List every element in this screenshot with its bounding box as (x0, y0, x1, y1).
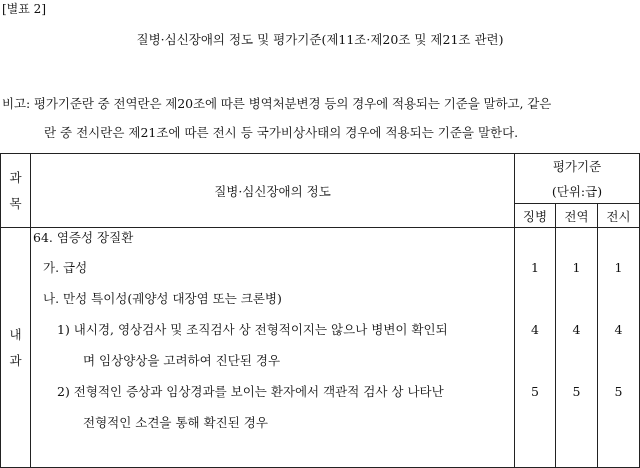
item-chronic-2-line-2: 전형적인 소견을 통해 확진된 경우 (83, 415, 268, 430)
grade-discharge-chronic-1: 4 (572, 322, 581, 337)
grades-discharge (556, 228, 598, 468)
grade-wartime-chronic-1: 4 (614, 322, 623, 337)
note-line-2: 란 중 전시란은 제21조에 따른 전시 등 국가비상사태의 경우에 적용되는 기준을 말한다. (44, 125, 519, 140)
document-title: 질병·심신장애의 정도 및 평가기준(제11조·제20조 및 제21조 관련) (136, 32, 504, 47)
note-line-1: 비고: 평가기준란 중 전역란은 제20조에 따른 병역처분변경 등의 경우에 적용되는 기준을 말하고, 같은 (2, 96, 552, 111)
grade-wartime-acute: 1 (614, 260, 623, 275)
grade-discharge-chronic-2: 5 (572, 384, 581, 399)
item-chronic-1-line-2: 며 임상양상을 고려하여 진단된 경우 (83, 353, 281, 368)
table-body-row (1, 228, 640, 468)
header-description: 질병·심신장애의 정도 (31, 154, 515, 228)
criteria-table (0, 153, 640, 468)
header-conscription: 징병 (515, 204, 556, 228)
header-eval-title: 평가기준 (552, 158, 602, 174)
header-subject (1, 154, 31, 228)
item-acute: 가. 급성 (43, 260, 88, 275)
body-subject-char-1: 내 (9, 326, 22, 342)
grade-conscription-chronic-1: 4 (531, 322, 539, 337)
grades-conscription (515, 228, 556, 468)
item-heading: 64. 염증성 장질환 (33, 230, 134, 245)
header-evaluation (515, 154, 640, 204)
grade-discharge-acute: 1 (572, 260, 581, 275)
header-discharge: 전역 (556, 204, 598, 228)
header-subject-char-1: 과 (9, 169, 22, 185)
grades-wartime (598, 228, 640, 468)
annex-label: [별표 2] (2, 2, 46, 16)
header-subject-char-2: 목 (9, 195, 22, 211)
body-subject-char-2: 과 (9, 352, 22, 368)
grade-conscription-acute: 1 (531, 260, 539, 275)
table-header-row (1, 154, 640, 204)
item-chronic: 나. 만성 특이성(궤양성 대장염 또는 크론병) (43, 291, 282, 306)
item-chronic-1-line-1: 1) 내시경, 영상검사 및 조직검사 상 전형적이지는 않으나 병변이 확인되 (57, 322, 448, 337)
header-wartime: 전시 (598, 204, 640, 228)
body-subject (1, 228, 31, 468)
header-eval-unit: (단위:급) (551, 183, 603, 199)
item-chronic-2-line-1: 2) 전형적인 증상과 임상경과를 보이는 환자에서 객관적 검사 상 나타난 (57, 384, 444, 399)
grade-conscription-chronic-2: 5 (531, 384, 539, 399)
body-descriptions (31, 228, 515, 468)
grade-wartime-chronic-2: 5 (614, 384, 623, 399)
